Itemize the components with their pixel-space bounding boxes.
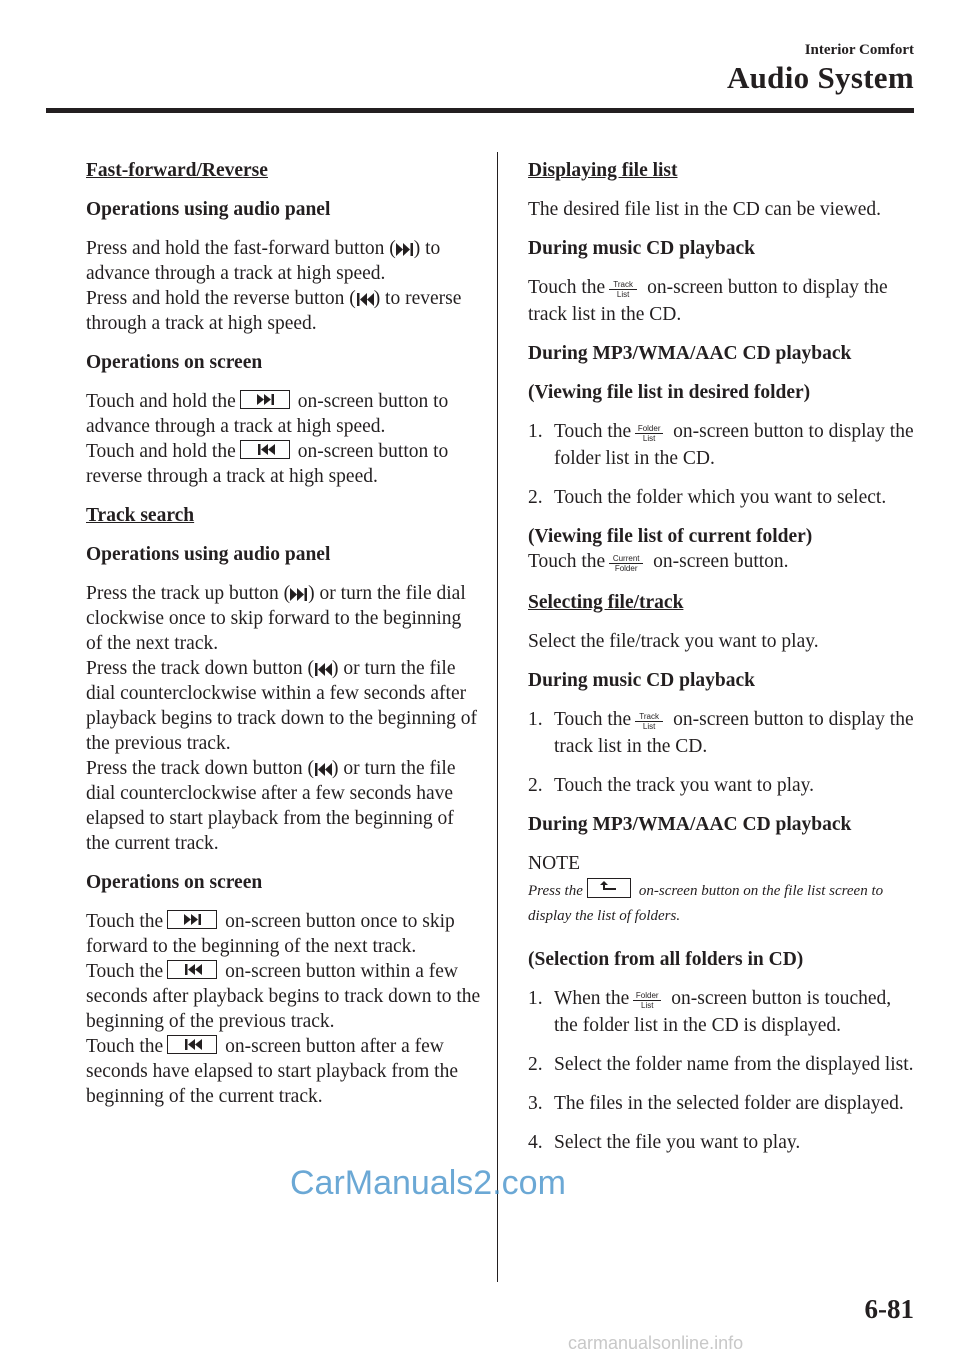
ts-panel-heading: Operations using audio panel xyxy=(86,544,331,565)
folder-list-icon: Folder List xyxy=(635,424,663,446)
fl-music-paragraph: Touch the Track List on-screen button to display the track list in the CD. xyxy=(528,277,888,325)
track-up-button-icon xyxy=(167,910,217,929)
track-down-icon xyxy=(314,763,332,776)
header-rule xyxy=(46,108,914,113)
displaying-file-list-heading: Displaying file list xyxy=(528,160,678,181)
ts-panel-paragraph-2: Press the track down button ( ) or turn the file dial counterclockwise within a few seconds after playback begins to track down to the beginning of the previous track. xyxy=(86,658,477,754)
track-list-icon: Track List xyxy=(609,280,637,302)
sel-intro: Select the file/track you want to play. xyxy=(528,631,819,652)
ff-panel-paragraph-2: Press and hold the reverse button ( ) to reverse through a track at high speed. xyxy=(86,288,462,334)
sel-music-heading: During music CD playback xyxy=(528,670,755,691)
list-item: 1. Touch the Track List on-screen button to display the track list in the CD. xyxy=(528,709,914,757)
ts-screen-paragraph-1: Touch the on-screen button once to skip forward to the beginning of the next track. xyxy=(86,911,455,957)
ff-screen-paragraph-2: Touch and hold the on-screen button to reverse through a track at high speed. xyxy=(86,441,449,487)
ff-screen-heading: Operations on screen xyxy=(86,352,263,373)
list-item: 3. The files in the selected folder are displayed. xyxy=(528,1093,904,1114)
fl-current-heading: (Viewing file list of current folder) xyxy=(528,526,813,547)
note-text: Press the on-screen button on the file list screen to display the list of folders. xyxy=(528,878,918,929)
page-number: 6-81 xyxy=(864,1294,914,1324)
track-down-button-icon xyxy=(167,1035,217,1054)
note-label: NOTE xyxy=(528,853,580,874)
right-column xyxy=(528,158,918,1169)
fl-music-heading: During music CD playback xyxy=(528,238,755,259)
fast-forward-button-icon xyxy=(240,390,290,409)
track-up-icon xyxy=(290,588,308,601)
fl-current-paragraph: Touch the Current Folder on-screen button. xyxy=(528,549,918,576)
sel-all-heading: (Selection from all folders in CD) xyxy=(528,949,804,970)
ff-panel-paragraph-1: Press and hold the fast-forward button ( ) to advance through a track at high speed. xyxy=(86,238,441,284)
ts-panel-paragraph-1: Press the track up button ( ) or turn the file dial clockwise once to skip forward to the beginning of the next track. xyxy=(86,583,466,654)
list-item: 2. Touch the folder which you want to select. xyxy=(528,487,887,508)
track-down-button-icon xyxy=(167,960,217,979)
selecting-file-track-heading: Selecting file/track xyxy=(528,592,684,613)
page-title: Audio System xyxy=(726,60,914,95)
back-arrow-icon xyxy=(587,878,631,898)
ff-screen-paragraph-1: Touch and hold the on-screen button to advance through a track at high speed. xyxy=(86,391,449,437)
fl-desired-heading: (Viewing file list in desired folder) xyxy=(528,382,811,403)
fast-forward-icon xyxy=(396,243,414,256)
list-item: 1. Touch the Folder List on-screen button to display the folder list in the CD. xyxy=(528,421,914,469)
fl-mp3-heading: During MP3/WMA/AAC CD playback xyxy=(528,343,852,364)
list-item: 1. When the Folder List on-screen button is touched, the folder list in the CD is displayed. xyxy=(528,988,892,1036)
reverse-button-icon xyxy=(240,440,290,459)
fl-intro: The desired file list in the CD can be viewed. xyxy=(528,199,882,220)
ff-panel-heading: Operations using audio panel xyxy=(86,199,331,220)
footer-watermark[interactable]: carmanualsonline.info xyxy=(568,1333,744,1353)
reverse-icon xyxy=(356,293,374,306)
watermark[interactable]: CarManuals2.com xyxy=(290,1164,566,1202)
left-column xyxy=(86,158,481,1123)
ts-screen-heading: Operations on screen xyxy=(86,872,263,893)
list-item: 4. Select the file you want to play. xyxy=(528,1132,801,1153)
list-item: 2. Touch the track you want to play. xyxy=(528,775,815,796)
ts-screen-paragraph-3: Touch the on-screen button after a few seconds have elapsed to start playback from the beginning of the current track. xyxy=(86,1036,458,1107)
current-folder-icon: Current Folder xyxy=(609,554,643,576)
ts-screen-paragraph-2: Touch the on-screen button within a few seconds after playback begins to track down to the beginning of the previous track. xyxy=(86,961,481,1032)
ts-panel-paragraph-3: Press the track down button ( ) or turn the file dial counterclockwise after a few seconds have elapsed to start playback from the beginning of the current track. xyxy=(86,758,456,854)
sel-mp3-heading: During MP3/WMA/AAC CD playback xyxy=(528,814,852,835)
track-search-heading: Track search xyxy=(86,505,195,526)
folder-list-icon: Folder List xyxy=(633,991,661,1013)
section-label: Interior Comfort xyxy=(804,42,914,58)
list-item: 2. Select the folder name from the displayed list. xyxy=(528,1054,914,1075)
column-divider xyxy=(497,152,498,1282)
track-down-icon xyxy=(314,663,332,676)
fast-forward-reverse-heading: Fast-forward/Reverse xyxy=(86,160,268,181)
track-list-icon: Track List xyxy=(635,712,663,734)
